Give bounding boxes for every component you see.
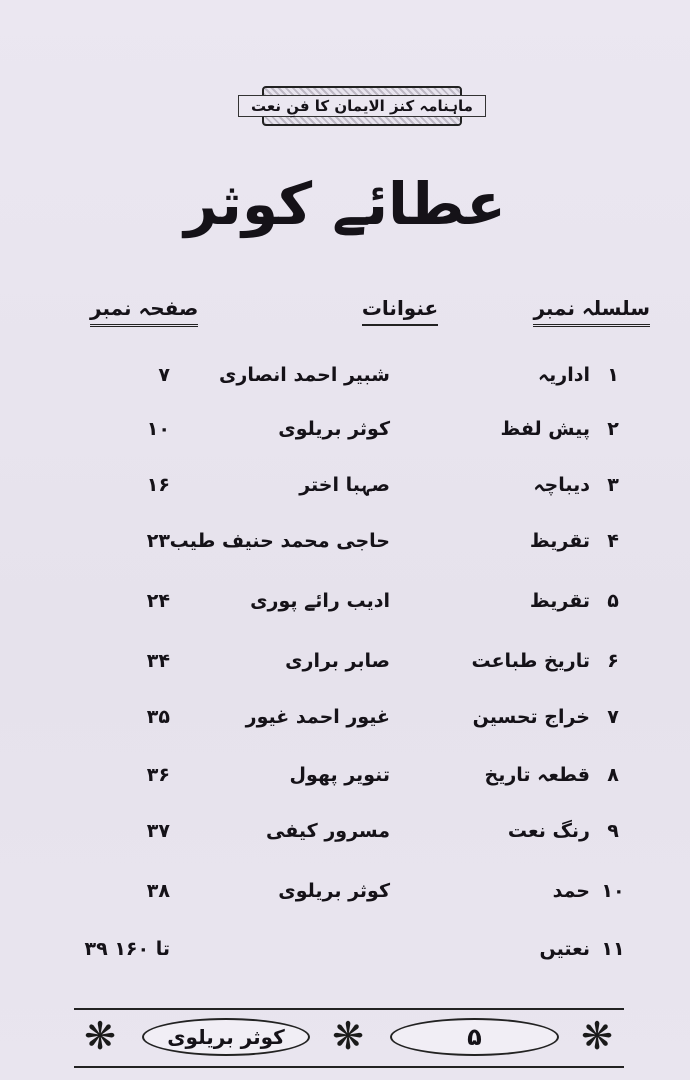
page-number: ۲۳ [146, 530, 170, 552]
footer-publication-oval [142, 1018, 310, 1056]
entry-title: پیش لفظ [500, 418, 590, 440]
page-number: ۳۷ [146, 820, 170, 842]
entry-author: تنویر پھول [289, 764, 390, 786]
table-row [0, 706, 690, 746]
page-number: ۲۴ [146, 590, 170, 612]
entry-title: خراج تحسین [472, 706, 590, 728]
table-row [0, 364, 690, 404]
entry-author: شبیر احمد انصاری [218, 364, 390, 386]
entry-title: دیباچہ [533, 474, 590, 496]
serial-number: ۴ [607, 530, 619, 552]
entry-title: قطعہ تاریخ [484, 764, 590, 786]
table-row [0, 938, 690, 978]
serial-number: ۷ [607, 706, 619, 728]
asterisk-flower-icon: ❋ [332, 1014, 364, 1058]
page-number: ۳۸ [146, 880, 170, 902]
entry-author: حاجی محمد حنیف طیب [169, 530, 390, 552]
entry-title: حمد [552, 880, 590, 902]
table-row [0, 474, 690, 514]
page-number: ۱۶ [146, 474, 170, 496]
titles-header-text: عنوانات [362, 296, 438, 326]
asterisk-flower-icon: ❋ [581, 1014, 613, 1058]
page-number: ۷ [158, 364, 170, 386]
entry-author: صابر براری [285, 650, 390, 672]
footer-page-oval [390, 1018, 559, 1056]
page-number: ۳۴ [146, 650, 170, 672]
entry-title: رنگ نعت [507, 820, 590, 842]
serial-number: ۱۰ [601, 880, 625, 902]
table-row [0, 820, 690, 860]
column-header-page [90, 296, 198, 327]
entry-title: اداریہ [538, 364, 590, 386]
column-header-serial [533, 296, 650, 327]
entry-author: مسرور کیفی [266, 820, 390, 842]
entry-author: ادیب رائے پوری [250, 590, 390, 612]
serial-number: ۱ [607, 364, 619, 386]
footer-publication: کوثر بریلوی [167, 1025, 285, 1049]
column-header-titles [340, 296, 460, 326]
footer-divider-top [74, 1008, 624, 1010]
serial-number: ۳ [607, 474, 619, 496]
entry-author: غیور احمد غیور [245, 706, 390, 728]
page-number: ۳۹ تا ۱۶۰ [84, 938, 170, 960]
entry-title: تقریظ [529, 530, 590, 552]
serial-number: ۸ [607, 764, 619, 786]
serial-number: ۵ [607, 590, 619, 612]
table-row [0, 418, 690, 458]
table-row [0, 530, 690, 570]
entry-author: صہبا اختر [299, 474, 390, 496]
table-row [0, 650, 690, 690]
serial-header-text: سلسلہ نمبر [533, 296, 650, 327]
entry-author: کوثر بریلوی [278, 880, 390, 902]
entry-title: تقریظ [529, 590, 590, 612]
page-number: ۳۵ [146, 706, 170, 728]
entry-title: نعتیں [539, 938, 590, 960]
footer-page-number: ۵ [467, 1023, 482, 1051]
serial-number: ۲ [607, 418, 619, 440]
page-header-text: صفحہ نمبر [90, 296, 198, 327]
serial-number: ۶ [607, 650, 619, 672]
serial-number: ۱۱ [601, 938, 625, 960]
page-number: ۱۰ [146, 418, 170, 440]
entry-title: تاریخ طباعت [471, 650, 590, 672]
footer-divider-bottom [74, 1066, 624, 1068]
page-title: عطائے کوثر [184, 170, 506, 238]
table-row [0, 880, 690, 920]
banner-text: ماہنامہ کنز الایمان کا فنِ نعت [238, 95, 486, 117]
table-row [0, 764, 690, 804]
header-banner [251, 86, 473, 126]
page-number: ۳۶ [146, 764, 170, 786]
entry-author: کوثر بریلوی [278, 418, 390, 440]
table-row [0, 590, 690, 630]
asterisk-flower-icon: ❋ [84, 1014, 116, 1058]
serial-number: ۹ [607, 820, 619, 842]
